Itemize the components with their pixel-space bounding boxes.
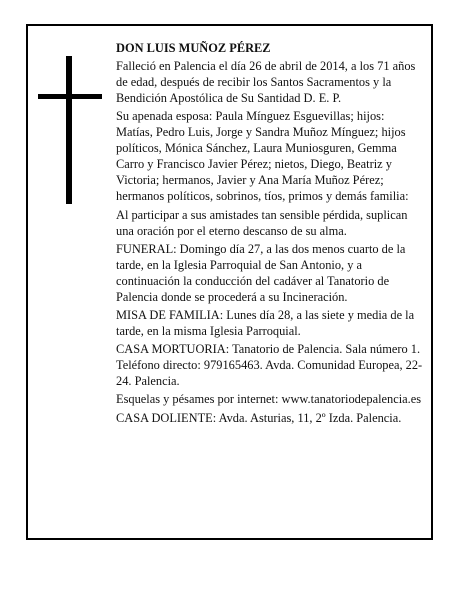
funeral-details: FUNERAL: Domingo día 27, a las dos menos cuarto de la tarde, en la Iglesia Parroquial de San Antonio, y a continuación la conducción del cadáver al Tanatorio de Palencia donde se procederá a su Incineración. — [116, 241, 406, 304]
death-announcement: Falleció en Palencia el día 26 de abril de 2014, a los 71 años de edad, después de recibir los Santos Sacramentos y la Bendición Apostólica de Su Santidad D. E. P. — [116, 59, 416, 106]
deceased-name: DON LUIS MUÑOZ PÉREZ — [116, 41, 271, 55]
notice-text — [116, 40, 424, 428]
online-condolences: Esquelas y pésames por internet: www.tanatoriodepalencia.es — [116, 392, 422, 407]
funeral-home-details: CASA MORTUORIA: Tanatorio de Palencia. Sala número 1. Teléfono directo: 979165463. Avda. Comunidad Europea, 22-24. Palencia. — [116, 342, 423, 389]
prayer-request: Al participar a sus amistades tan sensible pérdida, suplican una oración por el eterno descanso de su alma. — [116, 207, 408, 238]
family-home-address: CASA DOLIENTE: Avda. Asturias, 11, 2º Izda. Palencia. — [116, 410, 402, 425]
cross-horizontal-bar — [38, 94, 102, 99]
cross-icon — [38, 56, 102, 204]
cross-vertical-bar — [66, 56, 72, 204]
family-mass-details: MISA DE FAMILIA: Lunes día 28, a las siete y media de la tarde, en la misma Iglesia Parroquial. — [116, 307, 415, 338]
family-list: Su apenada esposa: Paula Mínguez Esguevillas; hijos: Matías, Pedro Luis, Jorge y Sandra Muñoz Mínguez; hijos políticos, Mónica Sánchez, Laura Muniosguren, Gemma Carro y Francisco Javier Pérez; nietos, Diego, Beatriz y Victoria; hermanos, Javier y Ana María Muñoz Pérez; hermanos políticos, sobrinos, tíos, primos y demás familia: — [116, 109, 409, 204]
obituary-notice — [26, 24, 433, 540]
